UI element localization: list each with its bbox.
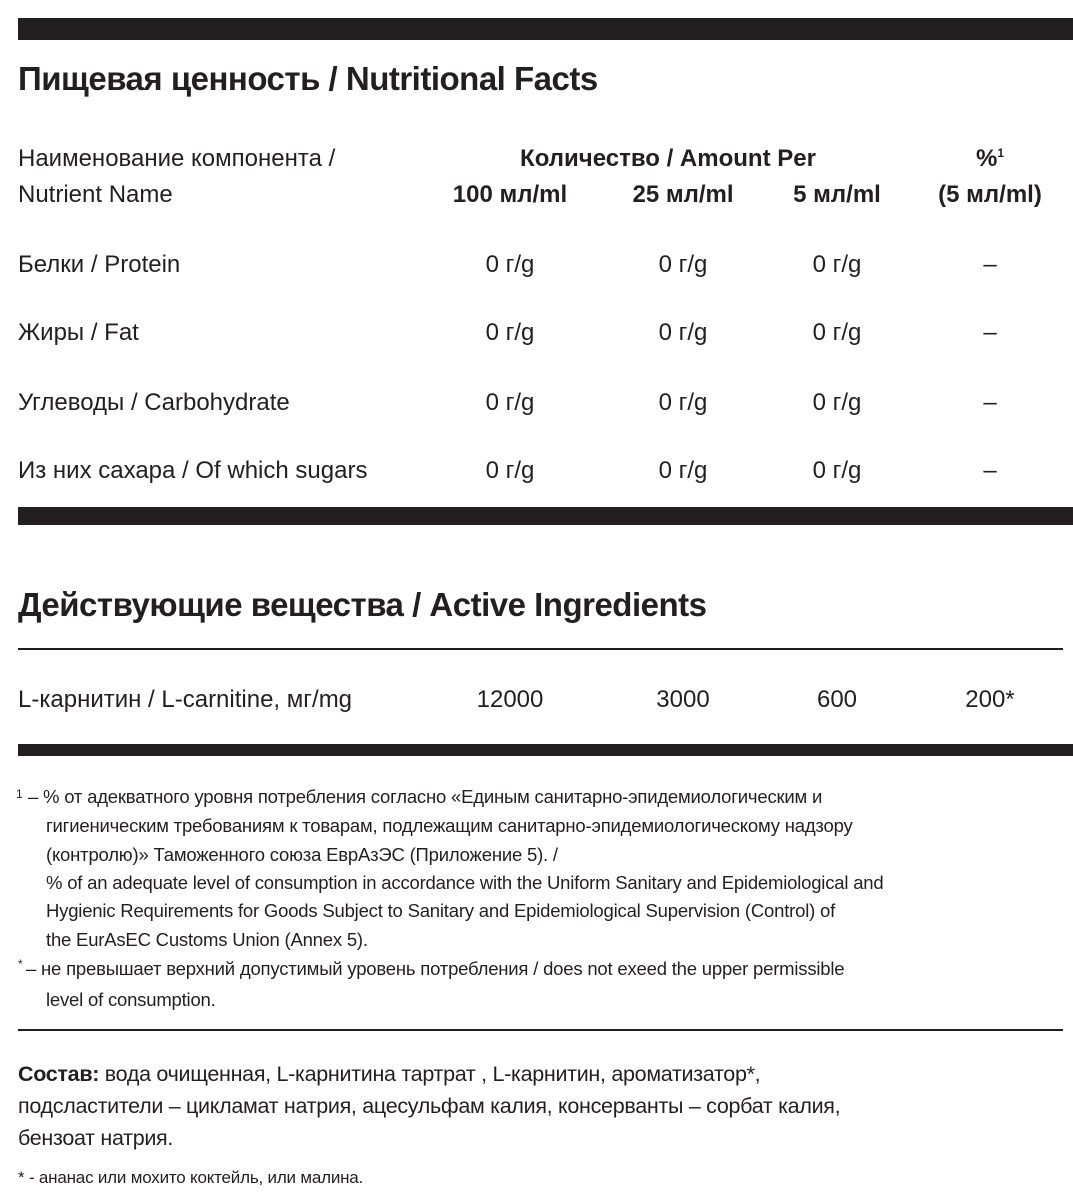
value-100ml: 0 г/g [485, 251, 535, 278]
footnote-2-marker: * [18, 957, 23, 971]
header-col-25: 25 мл/ml [632, 181, 734, 208]
value-25ml: 0 г/g [658, 319, 708, 346]
value-25ml: 3000 [656, 686, 710, 713]
footnote-line: – % от адекватного уровня потребления согласно «Единым санитарно-эпидемиологическим и [28, 786, 823, 807]
value-5ml: 0 г/g [812, 389, 862, 416]
active-line [18, 648, 1063, 650]
header-row-2 [0, 181, 1073, 213]
value-pct: – [983, 389, 997, 416]
table-row [0, 389, 1073, 421]
table-row [0, 319, 1073, 351]
table-row [0, 686, 1073, 718]
active-divider [18, 744, 1073, 756]
header-name: Наименование компонента / [18, 145, 336, 172]
footnote-line: % of an adequate level of consumption in accordance with the Uniform Sanitary and Epidemiological and [46, 872, 884, 893]
footnote-line: гигиеническим требованиям к товарам, подлежащим санитарно-эпидемиологическому надзору [46, 815, 853, 836]
section-divider [18, 507, 1073, 525]
composition-line [18, 1029, 1063, 1031]
header-pct [976, 145, 1004, 173]
footnote-line: (контролю)» Таможенного союза ЕврАзЭС (Приложение 5). / [46, 844, 558, 865]
value-pct: – [983, 457, 997, 484]
value-25ml: 0 г/g [658, 251, 708, 278]
composition [18, 1058, 840, 1154]
composition-label: Состав: [18, 1062, 100, 1086]
value-pct: 200* [965, 686, 1015, 713]
value-5ml: 0 г/g [812, 319, 862, 346]
header-name-en: Nutrient Name [18, 181, 173, 208]
footnote-line: – не превышает верхний допустимый уровень потребления / does not exeed the upper permissible [26, 958, 845, 979]
header-pct-sup: 1 [997, 146, 1005, 160]
value-25ml: 0 г/g [658, 389, 708, 416]
footnote-1-marker: 1 [16, 787, 23, 801]
flavor-note: * - ананас или мохито коктейль, или малина. [18, 1168, 364, 1187]
header-col-5: 5 мл/ml [793, 181, 881, 208]
nutrient-name: Жиры / Fat [18, 319, 139, 346]
composition-text: подсластители – цикламат натрия, ацесульфам калия, консерванты – сорбат калия, [18, 1094, 841, 1118]
top-divider [18, 18, 1073, 40]
table-row [0, 251, 1073, 283]
composition-text: бензоат натрия. [18, 1126, 174, 1150]
active-title: Действующие вещества / Active Ingredients [18, 586, 707, 623]
header-pct-label: % [975, 145, 998, 172]
header-row-1 [0, 145, 1073, 177]
table-row [0, 457, 1073, 489]
value-25ml: 0 г/g [658, 457, 708, 484]
nutrient-name: Из них сахара / Of which sugars [18, 457, 368, 484]
value-100ml: 0 г/g [485, 389, 535, 416]
value-5ml: 0 г/g [812, 457, 862, 484]
value-pct: – [983, 319, 997, 346]
composition-text: вода очищенная, L-карнитина тартрат , L-карнитин, ароматизатор*, [99, 1062, 761, 1086]
nutrition-title: Пищевая ценность / Nutritional Facts [18, 60, 598, 97]
value-5ml: 0 г/g [812, 251, 862, 278]
footnote-line: Hygienic Requirements for Goods Subject to Sanitary and Epidemiological Supervision (Control) of [46, 900, 836, 921]
value-100ml: 0 г/g [485, 319, 535, 346]
header-col-100: 100 мл/ml [452, 181, 568, 208]
nutrient-name: L-карнитин / L-carnitine, мг/mg [18, 686, 353, 713]
value-100ml: 12000 [476, 686, 544, 713]
footnote-line: the EurAsEC Customs Union (Annex 5). [46, 929, 368, 950]
header-col-pct: (5 мл/ml) [938, 181, 1042, 208]
footnote-line: level of consumption. [46, 989, 216, 1010]
nutrient-name: Белки / Protein [18, 251, 181, 278]
value-5ml: 600 [816, 686, 858, 713]
value-pct: – [983, 251, 997, 278]
nutrient-name: Углеводы / Carbohydrate [18, 389, 290, 416]
header-amount: Количество / Amount Per [520, 145, 816, 172]
value-100ml: 0 г/g [485, 457, 535, 484]
